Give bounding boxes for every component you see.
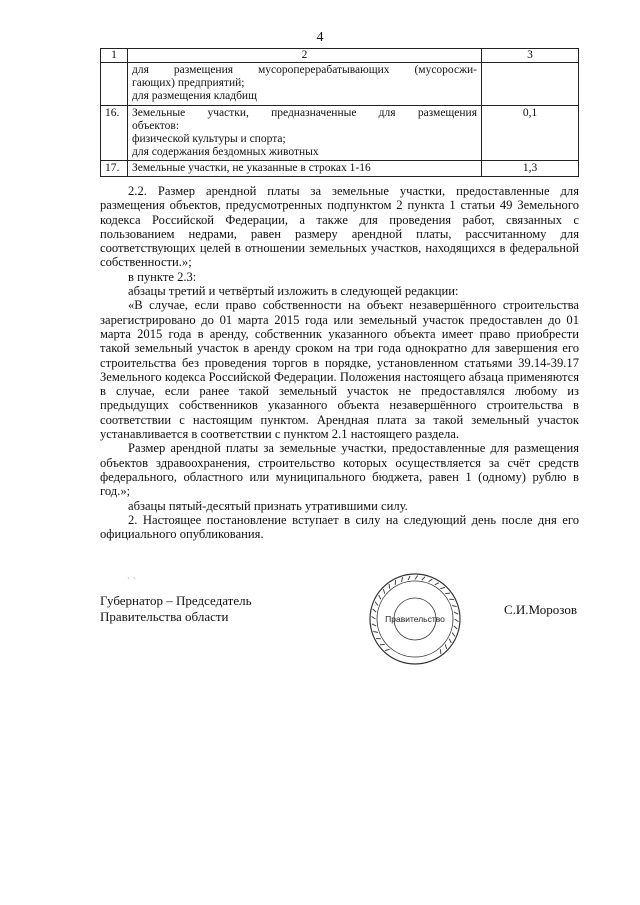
header-col-2: 2 (128, 49, 482, 63)
row-description (128, 63, 482, 106)
table-row (101, 161, 579, 177)
row-number: 16. (101, 106, 128, 161)
description-line: гающих) предприятий; (132, 77, 245, 89)
description-line: объектов: (132, 120, 180, 132)
official-seal (368, 572, 462, 666)
description-line: для размещения мусороперерабатывающих (мусоросжи- (132, 64, 477, 76)
page-number: 4 (316, 30, 324, 45)
row-description (128, 106, 482, 161)
land-lease-table (100, 48, 579, 177)
row-coefficient (482, 63, 579, 106)
signatory-title-line-2: Правительства области (100, 609, 229, 624)
description-line: Земельные участки, не указанные в строках 1-16 (132, 162, 371, 174)
paragraph-2-2: 2.2. Размер арендной платы за земельные участки, предоставленные для размещения объектов, предусмотренных подпунктом 2 пункта 1 статьи 49 Земельного кодекса Российской Федерации, а также для проведения работ, связанных с пользованием недрами, равен размеру арендной платы, рассчитанному для соответствующих целей в отношении земельных участков, находящихся в федеральной собственности.»; (100, 184, 579, 270)
table-row (101, 106, 579, 161)
paragraph-amended-text-1: «В случае, если право собственности на объект незавершённого строительства зарегистрировано до 01 марта 2015 года или земельный участок предоставлен до 01 марта 2015 года в аренду, собственник указанного объекта имеет право приобрести такой земельный участок в аренду сроком на три года однократно для завершения его строительства без проведения торгов в порядке, установленном статьями 39.14-39.17 Земельного кодекса Российской Федерации. Положения настоящего абзаца применяются в случае, если ранее такой земельный участок не предоставлялся любому из предыдущих собственников указанного объекта незавершённого строительства в соответствии с настоящим пунктом. Арендная плата за такой земельный участок устанавливается в соответствии с пунктом 2.1 настоящего раздела. (100, 298, 579, 442)
paragraph-repeal: абзацы пятый-десятый признать утратившими силу. (128, 498, 408, 513)
row-description (128, 161, 482, 177)
paragraph-point-2-3: в пункте 2.3: (128, 269, 197, 284)
paragraph-amended-text-2: Размер арендной платы за земельные участки, предоставленные для размещения объектов здравоохранения, строительство которых осуществляется за счёт средств федерального, областного или муниципального бюджета, равен 1 (одному) рублю в год.»; (100, 441, 579, 499)
paragraph-amend-instruction: абзацы третий и четвёртый изложить в следующей редакции: (128, 284, 459, 299)
header-col-1: 1 (101, 49, 128, 63)
description-line: для размещения кладбищ (132, 90, 257, 102)
scan-mark: ` ` (127, 577, 137, 588)
row-number (101, 63, 128, 106)
table-row (101, 63, 579, 106)
document-body (100, 184, 579, 541)
signatory-name: С.И.Морозов (504, 602, 577, 617)
row-coefficient: 1,3 (482, 161, 579, 177)
header-col-3: 3 (482, 49, 579, 63)
seal-center-text: Правительство (385, 614, 445, 624)
table-header-row (101, 49, 579, 63)
description-line: Земельные участки, предназначенные для размещения (132, 107, 477, 119)
signatory-title-line-1: Губернатор – Председатель (100, 593, 252, 608)
row-number: 17. (101, 161, 128, 177)
row-coefficient: 0,1 (482, 106, 579, 161)
paragraph-effective-date: 2. Настоящее постановление вступает в силу на следующий день после дня его официального опубликования. (100, 512, 579, 542)
description-line: для содержания бездомных животных (132, 146, 319, 158)
description-line: физической культуры и спорта; (132, 133, 286, 145)
